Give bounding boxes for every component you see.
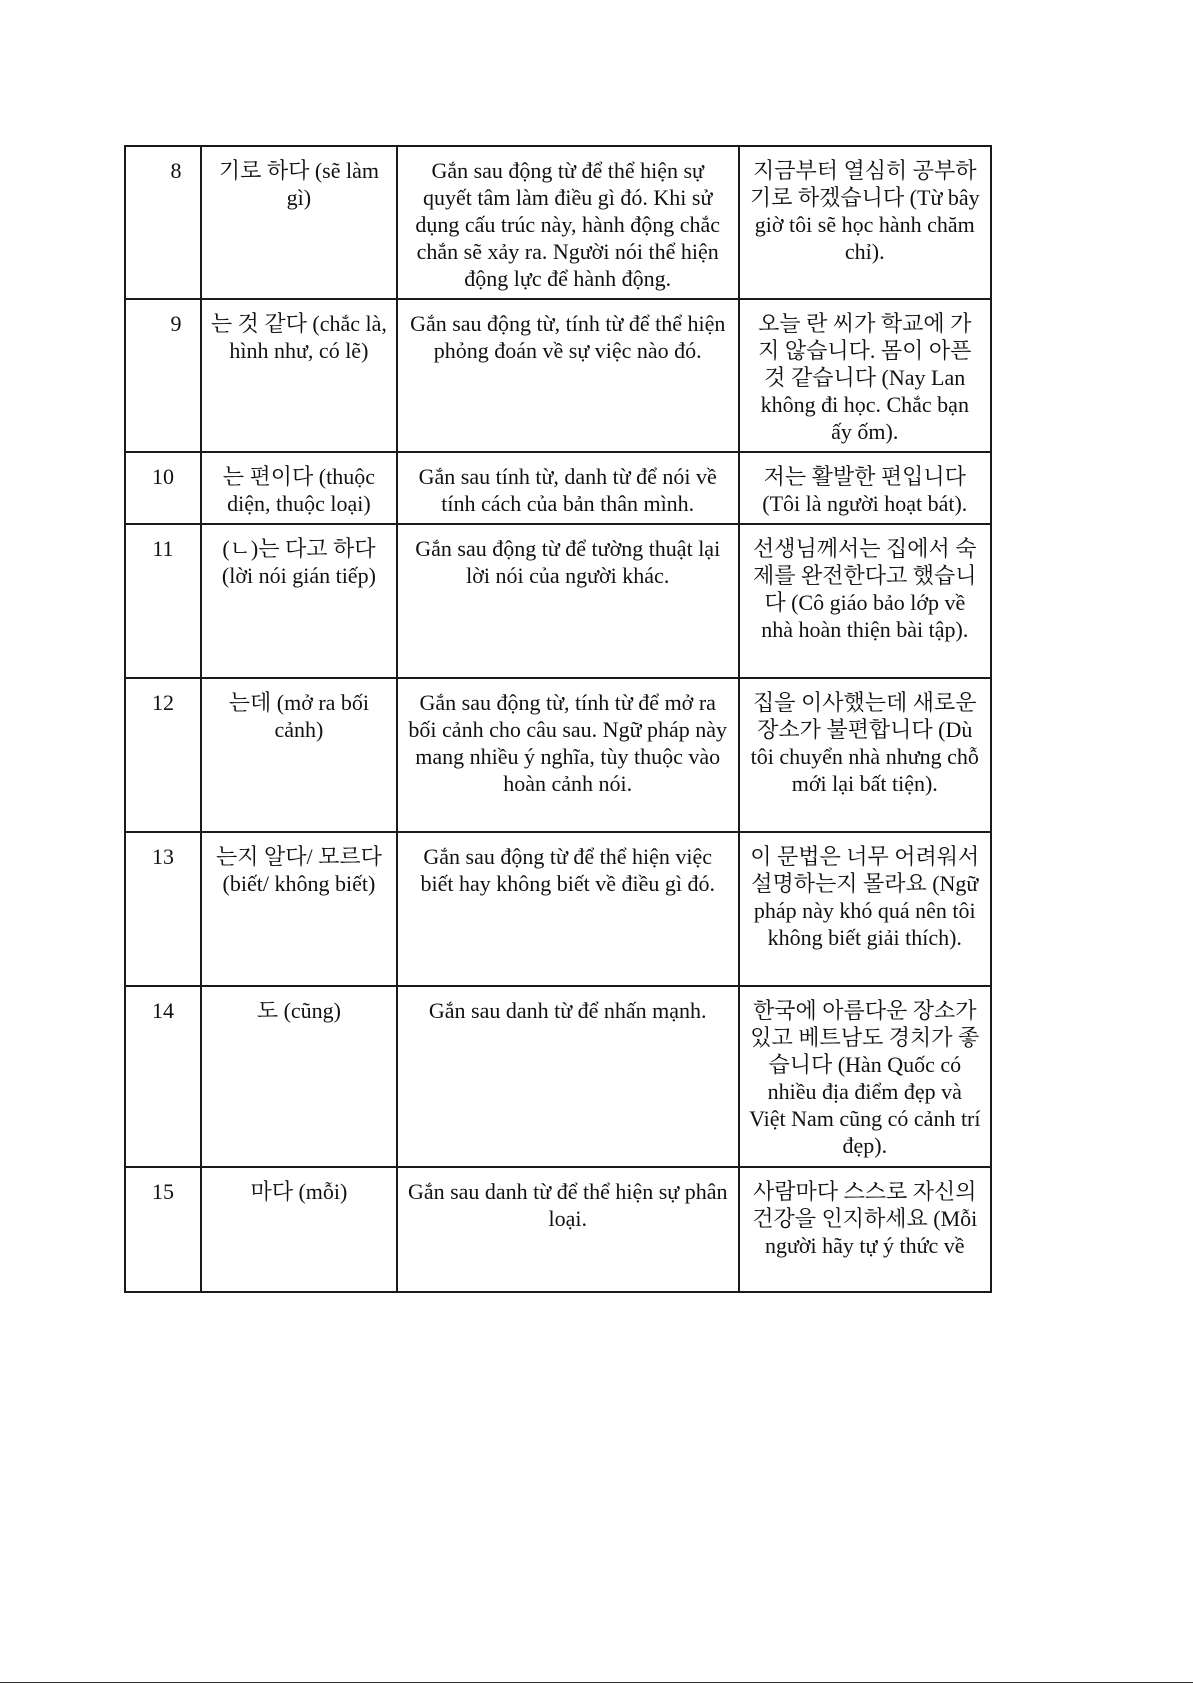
grammar-description: Gắn sau động từ để thể hiện việc biết hay không biết về điều gì đó. bbox=[397, 832, 739, 986]
table-row bbox=[125, 524, 991, 678]
table-row bbox=[125, 678, 991, 832]
grammar-example: 오늘 란 씨가 학교에 가지 않습니다. 몸이 아픈 것 같습니다 (Nay Lan không đi học. Chắc bạn ấy ốm). bbox=[739, 299, 991, 452]
row-number: 10 bbox=[125, 452, 201, 524]
table-row bbox=[125, 299, 991, 452]
grammar-description: Gắn sau động từ để tường thuật lại lời nói của người khác. bbox=[397, 524, 739, 678]
grammar-pattern: 는 편이다 (thuộc diện, thuộc loại) bbox=[201, 452, 397, 524]
grammar-example: 집을 이사했는데 새로운 장소가 불편합니다 (Dù tôi chuyển nhà nhưng chỗ mới lại bất tiện). bbox=[739, 678, 991, 832]
row-number: 15 bbox=[125, 1167, 201, 1292]
table-row bbox=[125, 452, 991, 524]
table-row bbox=[125, 1167, 991, 1292]
grammar-pattern: (ㄴ)는 다고 하다 (lời nói gián tiếp) bbox=[201, 524, 397, 678]
table-row bbox=[125, 986, 991, 1167]
grammar-example: 지금부터 열심히 공부하기로 하겠습니다 (Từ bây giờ tôi sẽ học hành chăm chỉ). bbox=[739, 146, 991, 299]
row-number: 14 bbox=[125, 986, 201, 1167]
grammar-pattern: 는데 (mở ra bối cảnh) bbox=[201, 678, 397, 832]
grammar-pattern: 마다 (mỗi) bbox=[201, 1167, 397, 1292]
grammar-example: 선생님께서는 집에서 숙제를 완전한다고 했습니다 (Cô giáo bảo lớp về nhà hoàn thiện bài tập). bbox=[739, 524, 991, 678]
table-row bbox=[125, 146, 991, 299]
row-number: 8 bbox=[125, 146, 201, 299]
grammar-pattern: 도 (cũng) bbox=[201, 986, 397, 1167]
grammar-pattern: 기로 하다 (sẽ làm gì) bbox=[201, 146, 397, 299]
grammar-example: 이 문법은 너무 어려워서 설명하는지 몰라요 (Ngữ pháp này khó quá nên tôi không biết giải thích). bbox=[739, 832, 991, 986]
row-number: 13 bbox=[125, 832, 201, 986]
grammar-description: Gắn sau danh từ để nhấn mạnh. bbox=[397, 986, 739, 1167]
grammar-pattern: 는 것 같다 (chắc là, hình như, có lẽ) bbox=[201, 299, 397, 452]
grammar-description: Gắn sau động từ để thể hiện sự quyết tâm làm điều gì đó. Khi sử dụng cấu trúc này, hành động chắc chắn sẽ xảy ra. Người nói thể hiện động lực để hành động. bbox=[397, 146, 739, 299]
row-number: 12 bbox=[125, 678, 201, 832]
grammar-description: Gắn sau tính từ, danh từ để nói về tính cách của bản thân mình. bbox=[397, 452, 739, 524]
grammar-description: Gắn sau động từ, tính từ để thể hiện phỏng đoán về sự việc nào đó. bbox=[397, 299, 739, 452]
grammar-example: 저는 활발한 편입니다 (Tôi là người hoạt bát). bbox=[739, 452, 991, 524]
table-row bbox=[125, 832, 991, 986]
grammar-table bbox=[124, 145, 992, 1293]
row-number: 9 bbox=[125, 299, 201, 452]
page-bottom-rule bbox=[0, 1682, 1193, 1683]
grammar-example: 한국에 아름다운 장소가 있고 베트남도 경치가 좋습니다 (Hàn Quốc có nhiều địa điểm đẹp và Việt Nam cũng có cảnh trí đẹp). bbox=[739, 986, 991, 1167]
grammar-description: Gắn sau động từ, tính từ để mở ra bối cảnh cho câu sau. Ngữ pháp này mang nhiều ý nghĩa, tùy thuộc vào hoàn cảnh nói. bbox=[397, 678, 739, 832]
grammar-example: 사람마다 스스로 자신의 건강을 인지하세요 (Mỗi người hãy tự ý thức về bbox=[739, 1167, 991, 1292]
grammar-description: Gắn sau danh từ để thể hiện sự phân loại. bbox=[397, 1167, 739, 1292]
grammar-pattern: 는지 알다/ 모르다 (biết/ không biết) bbox=[201, 832, 397, 986]
row-number: 11 bbox=[125, 524, 201, 678]
